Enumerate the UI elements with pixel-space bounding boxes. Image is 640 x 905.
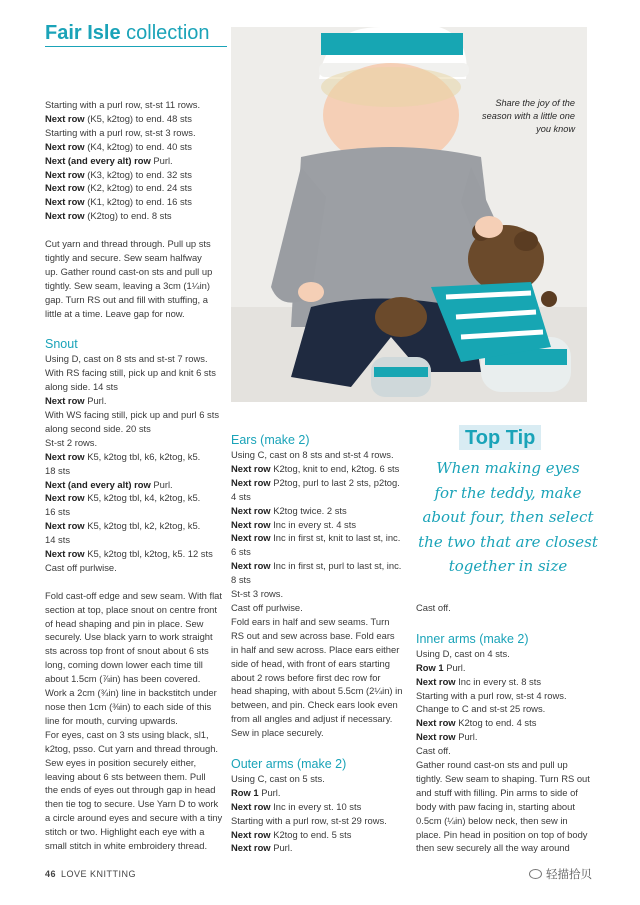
row-label: Next row bbox=[231, 476, 271, 488]
text-line: securely. Use black yarn to work straight bbox=[45, 631, 213, 643]
row-text: Gather round cast-on sts and pull up bbox=[416, 759, 568, 771]
row-text: Purl. bbox=[443, 661, 466, 673]
text-line bbox=[231, 476, 409, 490]
row-label: Next row bbox=[45, 520, 85, 532]
row-text: K5, k2tog tbl, k6, k2tog, k5. bbox=[84, 450, 201, 462]
spacer bbox=[45, 223, 223, 237]
row-text: Starting with a purl row, st-st 11 rows. bbox=[45, 99, 201, 110]
text-line: small stitch in white embroidery thread. bbox=[45, 840, 208, 852]
text-line: of head shaping and pin in place. Sew bbox=[45, 617, 204, 629]
text-line bbox=[45, 140, 223, 154]
text-line bbox=[416, 675, 596, 689]
row-text: Using C, cast on 5 sts. bbox=[231, 772, 325, 784]
row-text: Starting with a purl row, st-st 29 rows. bbox=[231, 814, 387, 826]
row-label: Next row bbox=[45, 210, 85, 222]
section-heading: Outer arms (make 2) bbox=[231, 756, 347, 771]
row-label: Next row bbox=[416, 675, 456, 687]
row-text: Inc in first st, purl to last st, inc. bbox=[270, 560, 402, 572]
row-text: Inc in every st. 4 sts bbox=[270, 518, 357, 530]
text-line: little at a time. Leave gap for now. bbox=[45, 307, 185, 319]
text-line bbox=[231, 828, 409, 842]
text-line bbox=[231, 545, 409, 559]
row-text: 4 sts bbox=[231, 490, 251, 502]
row-text: K2tog, knit to end, k2tog. 6 sts bbox=[270, 462, 400, 474]
text-line: tightly. Sew seam, leaving a 3cm (1¼in) bbox=[45, 279, 210, 291]
row-label: Next row bbox=[45, 395, 85, 407]
row-label: Next row bbox=[416, 717, 456, 729]
tip-line: about four, then select bbox=[422, 508, 594, 526]
row-text: about 2 rows before first dec row for bbox=[231, 671, 381, 683]
row-label: Next (and every alt) row bbox=[45, 154, 151, 166]
row-text: K2tog twice. 2 sts bbox=[270, 504, 347, 516]
row-label: Next row bbox=[231, 532, 271, 544]
text-line bbox=[231, 772, 409, 786]
row-text: 18 sts bbox=[45, 464, 71, 476]
text-line bbox=[231, 671, 409, 685]
text-line: the ends of eyes out through gap in head bbox=[45, 784, 216, 796]
text-line: long, coming down lower each time till bbox=[45, 659, 203, 671]
row-label: Next row bbox=[45, 548, 85, 560]
tip-line: When making eyes bbox=[436, 459, 580, 477]
row-label: Next row bbox=[231, 828, 271, 840]
page-number: 46 bbox=[45, 869, 57, 879]
text-line bbox=[45, 380, 223, 394]
row-label: Next row bbox=[45, 112, 85, 124]
row-text: K2tog to end. 4 sts bbox=[455, 717, 537, 729]
row-text: from all angles and adjust if necessary. bbox=[231, 713, 393, 725]
row-text: Purl. bbox=[455, 731, 478, 743]
tip-line: for the teddy, make bbox=[434, 483, 582, 502]
spacer bbox=[231, 740, 409, 754]
row-text: Cast off purlwise. bbox=[231, 601, 303, 613]
text-line bbox=[45, 352, 223, 366]
text-line: then tie tog to secure. Use Yarn D to work bbox=[45, 798, 219, 810]
row-text: along second side. 20 sts bbox=[45, 422, 151, 434]
row-text: side of head, with front of ears starting bbox=[231, 657, 390, 669]
tip-line: together in size bbox=[448, 557, 568, 575]
text-line bbox=[231, 698, 409, 712]
text-line bbox=[45, 394, 223, 408]
text-line bbox=[416, 841, 596, 855]
text-line bbox=[45, 464, 223, 478]
row-text: Inc in every st. 8 sts bbox=[455, 675, 542, 687]
row-text: Using D, cast on 8 sts and st-st 7 rows. bbox=[45, 353, 208, 365]
text-line bbox=[416, 814, 596, 828]
text-line bbox=[45, 519, 223, 533]
text-line bbox=[231, 587, 409, 601]
row-text: Using C, cast on 8 sts and st-st 4 rows. bbox=[231, 449, 394, 460]
child-with-teddy-photo bbox=[231, 27, 587, 402]
row-text: Starting with a purl row, st-st 4 rows. bbox=[416, 689, 567, 701]
text-line bbox=[45, 112, 223, 126]
text-line: Sew eyes in position securely either, bbox=[45, 756, 197, 768]
text-line: stitch or two. Highlight each eye with a bbox=[45, 826, 205, 838]
text-line: nose then 1cm (⅜in) to each side of this bbox=[45, 701, 212, 713]
row-text: (K1, k2tog) to end. 16 sts bbox=[84, 196, 192, 208]
row-text: Cast off. bbox=[416, 745, 451, 757]
row-text: RS out and sew across base. Fold ears bbox=[231, 629, 395, 641]
row-text: K5, k2tog tbl, k4, k2tog, k5. bbox=[84, 492, 201, 504]
row-text: then sew securely all the way around bbox=[416, 842, 570, 854]
text-line: leaving about 6 sts between them. Pull bbox=[45, 770, 206, 782]
section-heading: Inner arms (make 2) bbox=[416, 631, 529, 646]
text-line bbox=[231, 712, 409, 726]
text-line bbox=[231, 657, 409, 671]
row-text: St-st 3 rows. bbox=[231, 588, 284, 600]
text-line bbox=[231, 643, 409, 657]
row-text: 14 sts bbox=[45, 534, 71, 546]
text-line bbox=[45, 181, 223, 195]
row-text: and stuff with filling. Pin arms to side of bbox=[416, 786, 578, 798]
row-text: 16 sts bbox=[45, 506, 71, 518]
row-text: Starting with a purl row, st-st 3 rows. bbox=[45, 126, 196, 138]
row-label: Next row bbox=[231, 518, 271, 530]
text-line: gap. Turn RS out and fill with stuffing, a bbox=[45, 293, 208, 305]
row-text: Sew in place securely. bbox=[231, 727, 324, 739]
text-line bbox=[45, 533, 223, 547]
text-line bbox=[416, 716, 596, 730]
text-line: about 1.5cm (⅞in) has been covered. bbox=[45, 673, 201, 685]
text-line: k2tog, psso. Cut yarn and thread through. bbox=[45, 742, 219, 754]
text-line bbox=[231, 629, 409, 643]
text-line bbox=[416, 758, 596, 772]
text-line bbox=[416, 772, 596, 786]
text-line bbox=[231, 504, 409, 518]
text-line bbox=[45, 547, 223, 561]
row-text: Cast off purlwise. bbox=[45, 561, 117, 573]
text-line bbox=[45, 168, 223, 182]
row-text: in half and sew across. Place ears either bbox=[231, 643, 400, 655]
photo-caption: Share the joy of the season with a little one you know bbox=[482, 98, 575, 134]
text-line bbox=[45, 366, 223, 380]
text-line: Work a 2cm (¾in) line in backstitch under bbox=[45, 687, 217, 699]
row-text: place. Pin head in position on top of body bbox=[416, 828, 588, 840]
column-3 bbox=[416, 601, 596, 855]
row-text: 6 sts bbox=[231, 546, 251, 558]
text-line bbox=[416, 661, 596, 675]
row-text: Purl. bbox=[258, 786, 281, 798]
text-line bbox=[416, 786, 596, 800]
row-label: Row 1 bbox=[416, 661, 444, 673]
text-line bbox=[231, 684, 409, 698]
text-line bbox=[45, 98, 223, 112]
row-text: P2tog, purl to last 2 sts, p2tog. bbox=[270, 476, 400, 488]
text-line bbox=[416, 744, 596, 758]
text-line bbox=[231, 814, 409, 828]
row-text: (K2tog) to end. 8 sts bbox=[84, 210, 172, 222]
text-line bbox=[416, 828, 596, 842]
text-line bbox=[45, 408, 223, 422]
row-text: Using D, cast on 4 sts. bbox=[416, 647, 510, 659]
text-line: tightly and secure. Sew seam halfway bbox=[45, 251, 202, 263]
row-text: (K3, k2tog) to end. 32 sts bbox=[84, 168, 192, 180]
row-text: St-st 2 rows. bbox=[45, 436, 98, 448]
row-label: Next row bbox=[45, 196, 85, 208]
text-line bbox=[231, 448, 409, 462]
magazine-name: LOVE KNITTING bbox=[61, 869, 137, 879]
row-text: With WS facing still, pick up and purl 6 sts bbox=[45, 409, 220, 420]
page-footer bbox=[45, 869, 136, 879]
text-line bbox=[45, 561, 223, 575]
row-label: Next row bbox=[45, 450, 85, 462]
row-text: With RS facing still, pick up and knit 6 sts bbox=[45, 367, 216, 379]
row-text: K5, k2tog tbl, k2, k2tog, k5. bbox=[84, 520, 201, 532]
watermark bbox=[529, 866, 592, 882]
text-line bbox=[45, 195, 223, 209]
row-text: K2tog to end. 5 sts bbox=[270, 828, 352, 840]
text-line: Fold cast-off edge and sew seam. With flat bbox=[45, 589, 222, 601]
row-text: K5, k2tog tbl, k2tog, k5. 12 sts bbox=[84, 548, 213, 560]
row-label: Next row bbox=[416, 731, 456, 743]
text-line bbox=[231, 518, 409, 532]
text-line: For eyes, cast on 3 sts using black, sl1, bbox=[45, 728, 209, 740]
text-line: sts across top front of snout about 6 sts bbox=[45, 645, 209, 657]
row-text: (K5, k2tog) to end. 48 sts bbox=[84, 112, 192, 124]
text-line bbox=[45, 209, 223, 223]
text-line bbox=[45, 126, 223, 140]
text-line: line for mouth, curving upwards. bbox=[45, 714, 178, 726]
row-text: Inc in every st. 10 sts bbox=[270, 800, 362, 812]
text-line bbox=[416, 702, 596, 716]
text-line bbox=[45, 491, 223, 505]
text-line: Cast off. bbox=[416, 602, 451, 613]
text-line bbox=[416, 647, 596, 661]
section-heading: Ears (make 2) bbox=[231, 433, 310, 447]
row-label: Next row bbox=[231, 504, 271, 516]
row-text: Purl. bbox=[150, 478, 173, 490]
text-line bbox=[45, 154, 223, 168]
text-line bbox=[45, 450, 223, 464]
row-text: 8 sts bbox=[231, 574, 251, 586]
row-text: between, and pin. Check ears look even bbox=[231, 699, 398, 711]
row-label: Next row bbox=[231, 800, 271, 812]
text-line bbox=[231, 786, 409, 800]
text-line bbox=[231, 615, 409, 629]
row-text: Purl. bbox=[270, 842, 293, 854]
top-tip-title: Top Tip bbox=[459, 425, 541, 450]
row-label: Next row bbox=[45, 182, 85, 194]
column-1 bbox=[45, 98, 223, 853]
text-line bbox=[416, 730, 596, 744]
text-line bbox=[45, 478, 223, 492]
row-text: (K4, k2tog) to end. 40 sts bbox=[84, 140, 192, 152]
text-line: a circle around eyes and secure with a tiny bbox=[45, 812, 223, 824]
row-text: Fold ears in half and sew seams. Turn bbox=[231, 615, 390, 627]
wechat-icon bbox=[529, 869, 542, 879]
text-line bbox=[231, 490, 409, 504]
row-text: tightly. Sew seam to shaping. Turn RS out bbox=[416, 772, 590, 784]
top-tip-body bbox=[413, 456, 603, 579]
row-label: Row 1 bbox=[231, 786, 259, 798]
row-label: Next (and every alt) row bbox=[45, 478, 151, 490]
row-label: Next row bbox=[231, 560, 271, 572]
row-label: Next row bbox=[45, 492, 85, 504]
row-label: Next row bbox=[231, 462, 271, 474]
row-label: Next row bbox=[45, 168, 85, 180]
row-label: Next row bbox=[231, 842, 271, 854]
text-line bbox=[416, 800, 596, 814]
watermark-text: 轻描拾贝 bbox=[546, 869, 592, 881]
text-line bbox=[231, 841, 409, 855]
row-text: head shaping, with about 5.5cm (2¼in) in bbox=[231, 685, 403, 697]
row-text: Change to C and st-st 25 rows. bbox=[416, 703, 546, 715]
text-line bbox=[231, 462, 409, 476]
row-label: Next row bbox=[45, 140, 85, 152]
row-text: body with paw facing in, starting about bbox=[416, 800, 575, 812]
header-bold: Fair Isle bbox=[45, 22, 121, 44]
photo-illustration bbox=[231, 27, 587, 402]
header-rule bbox=[45, 46, 227, 47]
text-line bbox=[231, 531, 409, 545]
row-text: along side. 14 sts bbox=[45, 381, 118, 393]
text-line bbox=[231, 800, 409, 814]
row-text: 0.5cm (¼in) below neck, then sew in bbox=[416, 814, 568, 826]
section-heading: Snout bbox=[45, 337, 78, 352]
row-text: Purl. bbox=[150, 154, 173, 166]
text-line bbox=[231, 601, 409, 615]
spacer bbox=[416, 615, 596, 629]
section-header bbox=[45, 22, 210, 45]
row-text: Inc in first st, knit to last st, inc. bbox=[270, 532, 401, 544]
row-text: (K2, k2tog) to end. 24 sts bbox=[84, 182, 192, 194]
text-line bbox=[416, 689, 596, 703]
text-line: up. Gather round cast-on sts and pull up bbox=[45, 265, 213, 277]
row-text: Purl. bbox=[84, 395, 107, 407]
text-line bbox=[45, 436, 223, 450]
spacer bbox=[45, 575, 223, 589]
column-2 bbox=[231, 430, 409, 855]
text-line: section at top, place snout on centre front bbox=[45, 603, 217, 615]
text-line bbox=[231, 726, 409, 740]
tip-line: the two that are closest bbox=[418, 532, 598, 551]
text-line bbox=[231, 573, 409, 587]
header-rest: collection bbox=[126, 22, 210, 44]
text-line: Cut yarn and thread through. Pull up sts bbox=[45, 238, 211, 250]
text-line bbox=[45, 422, 223, 436]
text-line bbox=[231, 559, 409, 573]
text-line bbox=[45, 505, 223, 519]
spacer bbox=[45, 320, 223, 334]
